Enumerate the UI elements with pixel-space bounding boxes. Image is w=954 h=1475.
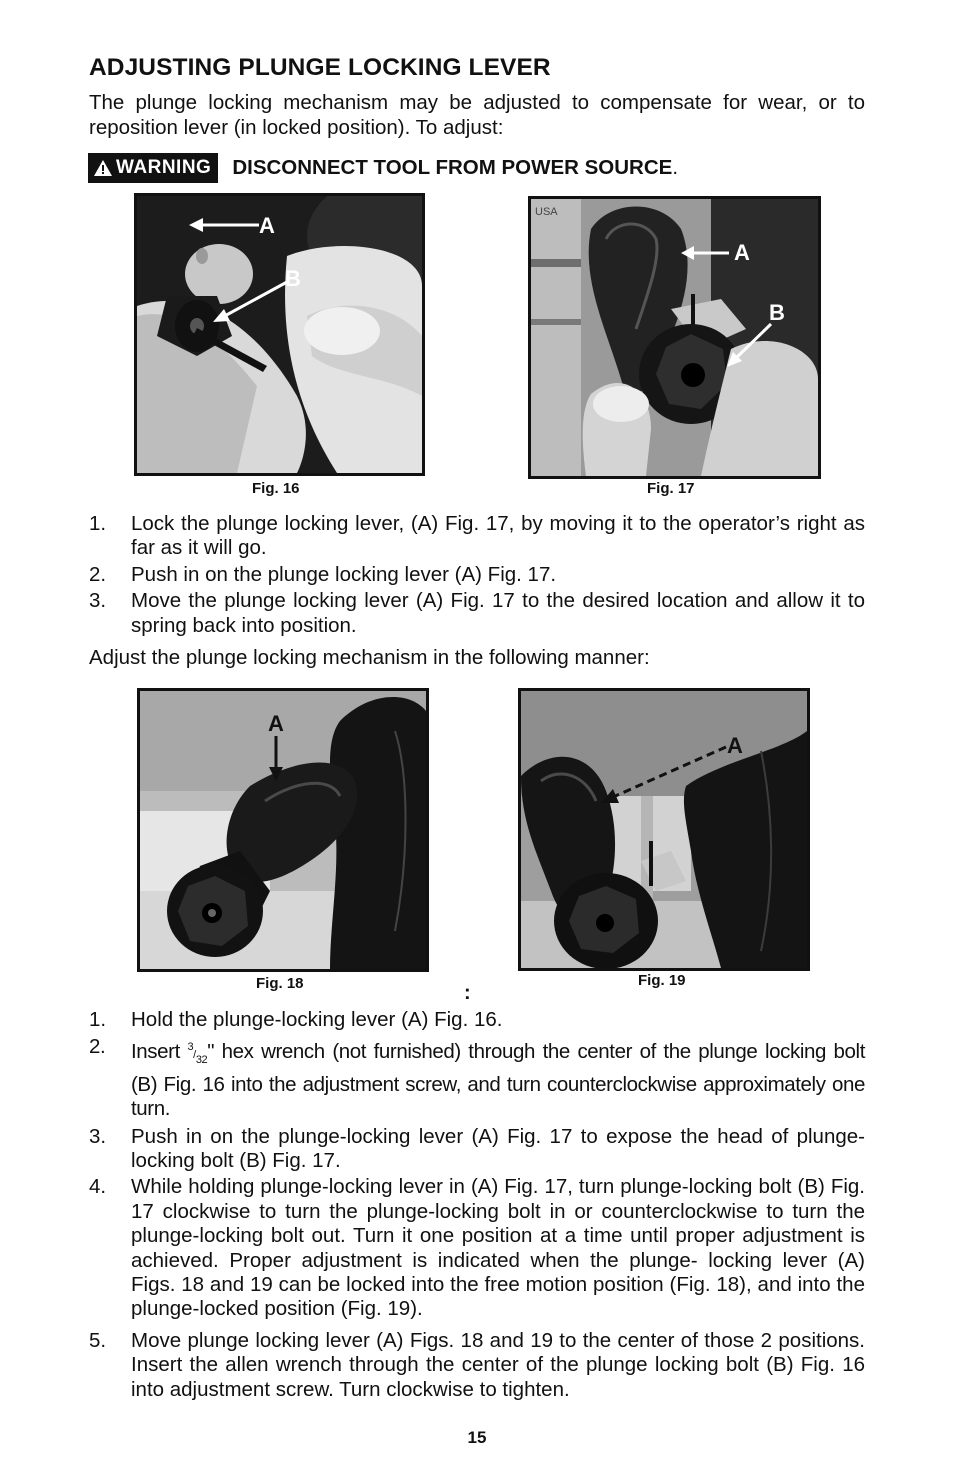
list-item-number: 3. xyxy=(89,1124,107,1148)
warning-text-period: . xyxy=(672,156,679,179)
list-item-text: Push in on the plunge locking lever (A) Fig. 17. xyxy=(131,562,557,586)
list-item xyxy=(89,1125,865,1174)
list-item xyxy=(89,1175,865,1321)
adjust-intro: Adjust the plunge locking mechanism in the following manner: xyxy=(89,646,650,669)
figure-19-caption: Fig. 19 xyxy=(638,972,686,989)
list-item-number: 2. xyxy=(89,1035,106,1059)
list-item-number: 3. xyxy=(89,589,107,613)
warning-text-main: DISCONNECT TOOL FROM POWER SOURCE xyxy=(232,156,673,179)
fraction-numerator: 3 xyxy=(187,1041,194,1054)
list-item-number: 4. xyxy=(89,1175,107,1199)
figure-16-label-b: B xyxy=(285,266,301,291)
warning-triangle-icon xyxy=(93,159,113,177)
list-item xyxy=(89,589,865,638)
list-item-number: 1. xyxy=(89,1008,107,1031)
warning-row xyxy=(88,153,678,183)
list-item-text: While holding plunge-locking lever in (A) Fig. 17, turn plunge-locking bolt (B) Fig. 17 clockwise to turn the plunge-locking bolt in or counterclockwise to turn the plunge-locking bolt out. Turn it one position at a time until proper adjustment is achieved. Proper adjustment is indicated when the plunge- locking lever (A) Figs. 18 and 19 can be locked into the free motion position (Fig. 18), and into the plunge-locked position (Fig. 19). xyxy=(131,1175,865,1321)
list-item-text: Move plunge locking lever (A) Figs. 18 and 19 to the center of those 2 positions. Insert the allen wrench through the center of the plunge locking bolt (B) Fig. 16 into adjustment screw. Turn clockwise to tighten. xyxy=(131,1328,865,1401)
list-item xyxy=(89,1329,865,1402)
list-item-text: Hold the plunge-locking lever (A) Fig. 16. xyxy=(131,1008,503,1031)
list-item-number: 1. xyxy=(89,512,107,535)
adjust-steps-list xyxy=(89,1008,865,1402)
warning-text xyxy=(232,156,678,180)
figure-18-caption: Fig. 18 xyxy=(256,975,304,992)
figure-17-illustration xyxy=(531,199,818,476)
warning-badge xyxy=(88,153,218,183)
figure-18-label-a: A xyxy=(268,711,284,736)
figure-17-label-a: A xyxy=(734,240,750,265)
list-item: 2. Insert $^3/_{32}$" hex wrench (not furnished) through the center of the plunge locking bolt (B) Fig. 16 into the adjustment screw, and turn counterclockwise approximately one turn. xyxy=(89,1035,866,1121)
figure-19-illustration xyxy=(521,691,807,968)
figure-19-photo xyxy=(518,688,810,971)
figure-16-illustration xyxy=(137,196,422,473)
list-item xyxy=(89,512,865,561)
figure-17-stamp: USA xyxy=(535,206,558,218)
figure-19-label-a: A xyxy=(727,733,743,758)
figure-17-caption: Fig. 17 xyxy=(647,480,695,497)
figure-17-label-b: B xyxy=(769,300,785,325)
figure-18-photo xyxy=(137,688,429,972)
list-item-text: Push in on the plunge-locking lever (A) Fig. 17 to expose the head of plunge-locking bolt (B) Fig. 17. xyxy=(131,1124,865,1172)
lock-steps-list xyxy=(89,512,865,638)
list-item-text: " hex wrench (not furnished) through the center of the plunge locking bolt (B) Fig. 16 into the adjustment screw, and turn counterclockwise approximately one turn. xyxy=(131,1040,866,1121)
list-item xyxy=(89,563,865,587)
figure-16-photo xyxy=(134,193,425,476)
list-item xyxy=(89,1008,865,1032)
list-item-text: Move the plunge locking lever (A) Fig. 17 to the desired location and allow it to spring back into position. xyxy=(131,589,865,637)
warning-badge-label: WARNING xyxy=(116,157,212,178)
list-item-text: Lock the plunge locking lever, (A) Fig. 17, by moving it to the operator’s right as far as it will go. xyxy=(131,512,865,560)
section-heading: ADJUSTING PLUNGE LOCKING LEVER xyxy=(89,54,551,81)
page-number: 15 xyxy=(467,1428,487,1447)
list-item-number: 2. xyxy=(89,562,107,586)
list-item-number: 5. xyxy=(89,1328,107,1352)
figure-17-photo xyxy=(528,196,821,479)
intro-paragraph: The plunge locking mechanism may be adjusted to compensate for wear, or to reposition lever (in locked position). To adjust: xyxy=(89,91,865,139)
figure-16-label-a: A xyxy=(259,213,275,238)
figure-16-caption: Fig. 16 xyxy=(252,480,300,497)
fraction-denominator: 32 xyxy=(195,1054,208,1067)
stray-colon: : xyxy=(464,982,471,1004)
list-item-text-pre: Insert xyxy=(131,1040,188,1064)
